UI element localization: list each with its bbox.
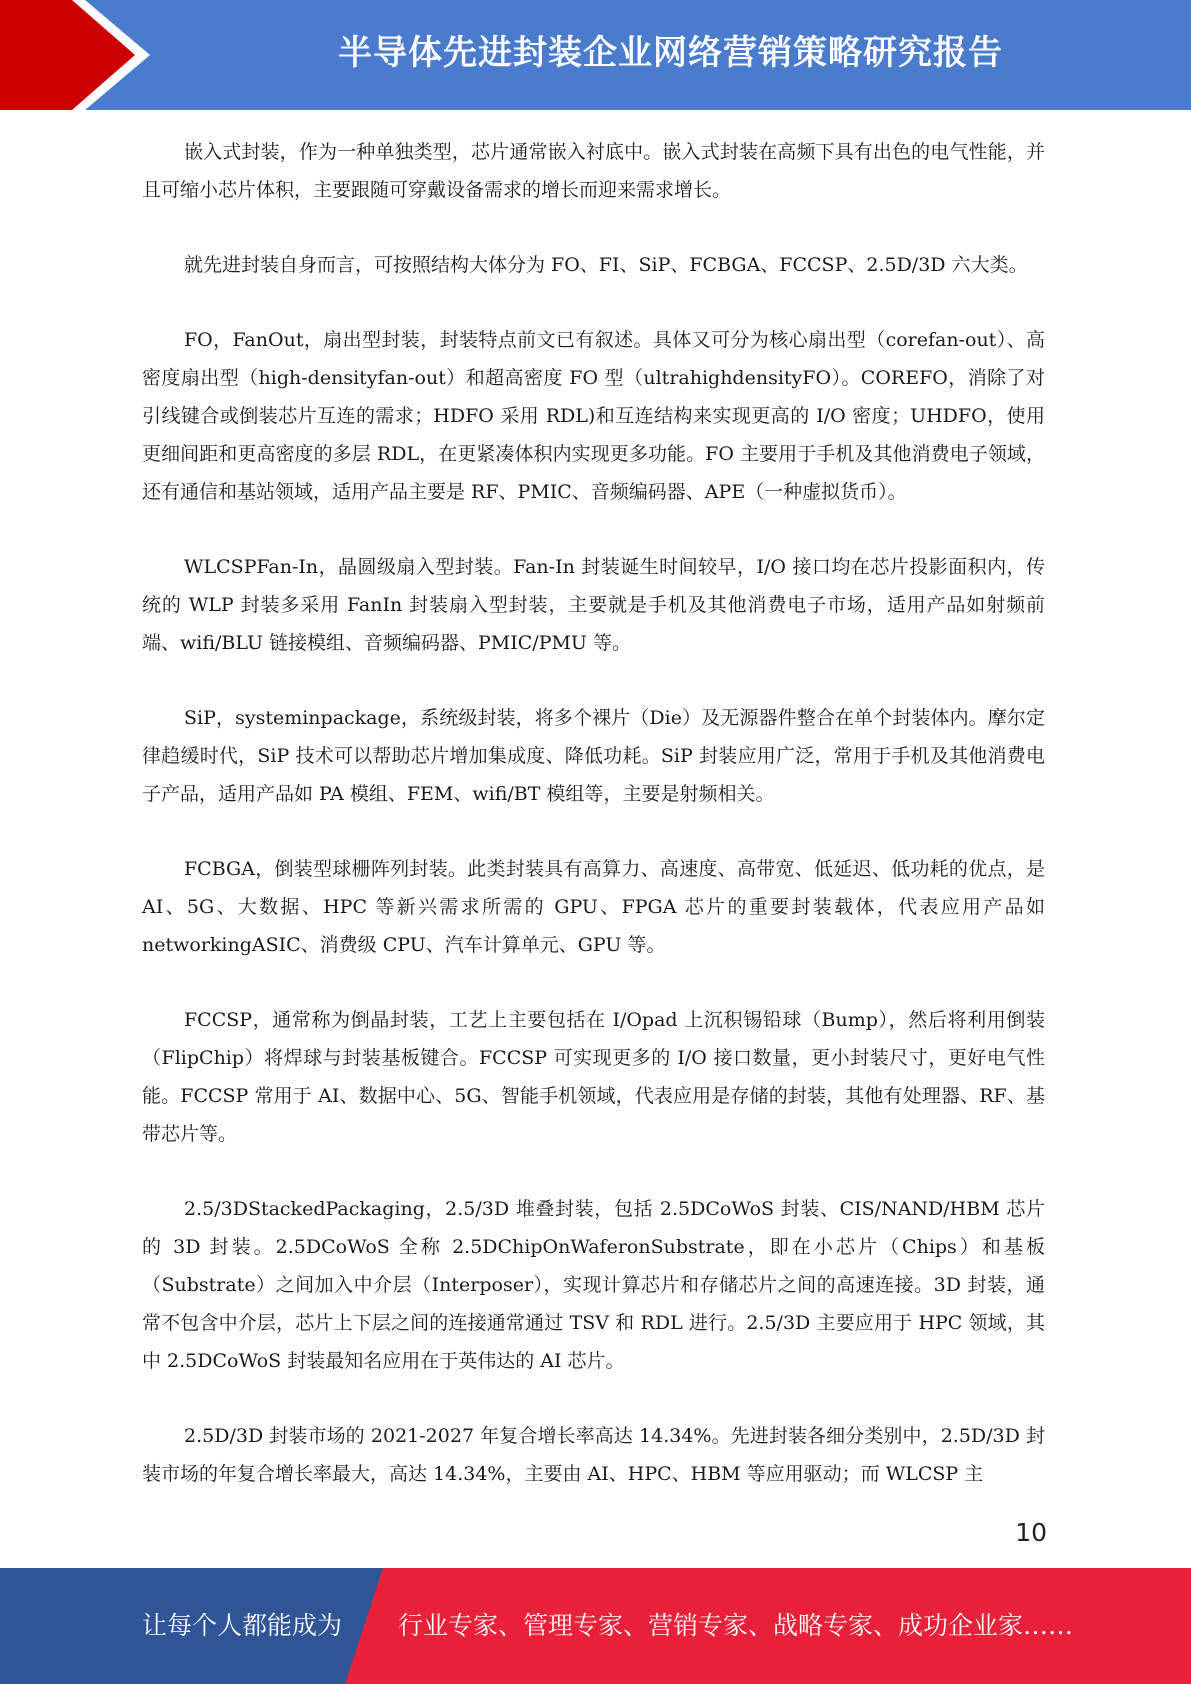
paragraph-market-growth: 2.5D/3D 封装市场的 2021-2027 年复合增长率高达 14.34%。先进封装各细分类别中，2.5D/3D 封装市场的年复合增长率最大，高达 14.34%，主要由 AI、HPC、HBM 等应用驱动；而 WLCSP 主 — [142, 1425, 1045, 1485]
footer-slogan-left: 让每个人都能成为 — [142, 1611, 343, 1640]
footer-slogan-right: 行业专家、管理专家、营销专家、战略专家、成功企业家…… — [398, 1611, 1074, 1640]
paragraph-fccsp: FCCSP，通常称为倒晶封装，工艺上主要包括在 I/Opad 上沉积锡铅球（Bump），然后将利用倒装（FlipChip）将焊球与封装基板键合。FCCSP 可实现更多的 I/O 接口数量，更小封装尺寸，更好电气性能。FCCSP 常用于 AI、数据中心、5G、智能手机领域，代表应用是存储的封装，其他有处理器、RF、基带芯片等。 — [142, 1009, 1045, 1145]
paragraph-sip: SiP，systeminpackage，系统级封装，将多个裸片（Die）及无源器件整合在单个封装体内。摩尔定律趋缓时代，SiP 技术可以帮助芯片增加集成度、降低功耗。SiP 封装应用广泛，常用于手机及其他消费电子产品，适用产品如 PA 模组、FEM、wifi/BT 模组等，主要是射频相关。 — [142, 707, 1045, 805]
paragraph-stacked-packaging: 2.5/3DStackedPackaging，2.5/3D 堆叠封装，包括 2.5DCoWoS 封装、CIS/NAND/HBM 芯片的 3D 封装。2.5DCoWoS 全称 2.5DChipOnWaferonSubstrate，即在小芯片（Chips）和基板（Substrate）之间加入中介层（Interposer），实现计算芯片和存储芯片之间的高速连接。3D 封装，通常不包含中介层，芯片上下层之间的连接通常通过 TSV 和 RDL 进行。2.5/3D 主要应用于 HPC 领域，其中 2.5DCoWoS 封装最知名应用在于英伟达的 AI 芯片。 — [142, 1198, 1045, 1372]
paragraph-fanin: WLCSPFan-In，晶圆级扇入型封装。Fan-In 封装诞生时间较早，I/O 接口均在芯片投影面积内，传统的 WLP 封装多采用 FanIn 封装扇入型封装，主要就是手机及其他消费电子市场，适用产品如射频前端、wifi/BLU 链接模组、音频编码器、PMIC/PMU 等。 — [142, 556, 1045, 654]
paragraph-classification: 就先进封装自身而言，可按照结构大体分为 FO、FI、SiP、FCBGA、FCCSP、2.5D/3D 六大类。 — [184, 254, 1028, 276]
page-header — [0, 0, 1191, 110]
paragraph-fcbga: FCBGA，倒装型球栅阵列封装。此类封装具有高算力、高速度、高带宽、低延迟、低功耗的优点，是 AI、5G、大数据、HPC 等新兴需求所需的 GPU、FPGA 芯片的重要封装载体，代表应用产品如 networkingASIC、消费级 CPU、汽车计算单元、GPU 等。 — [142, 858, 1045, 956]
paragraph-embedded-packaging: 嵌入式封装，作为一种单独类型，芯片通常嵌入衬底中。嵌入式封装在高频下具有出色的电气性能，并且可缩小芯片体积，主要跟随可穿戴设备需求的增长而迎来需求增长。 — [142, 141, 1045, 201]
report-title: 半导体先进封装企业网络营销策略研究报告 — [338, 33, 1003, 73]
paragraph-fanout: FO，FanOut，扇出型封装，封装特点前文已有叙述。具体又可分为核心扇出型（corefan-out）、高密度扇出型（high-densityfan-out）和超高密度 FO 型（ultrahighdensityFO）。COREFO，消除了对引线键合或倒装芯片互连的需求；HDFO 采用 RDL)和互连结构来实现更高的 I/O 密度；UHDFO，使用更细间距和更高密度的多层 RDL，在更紧凑体积内实现更多功能。FO 主要用于手机及其他消费电子领域，还有通信和基站领域，适用产品主要是 RF、PMIC、音频编码器、APE（一种虚拟货币）。 — [142, 329, 1045, 503]
document-body — [142, 133, 1045, 1530]
page-footer — [0, 1568, 1191, 1684]
page-number: 10 — [1015, 1518, 1047, 1547]
chevron-arrow-icon — [0, 0, 150, 110]
